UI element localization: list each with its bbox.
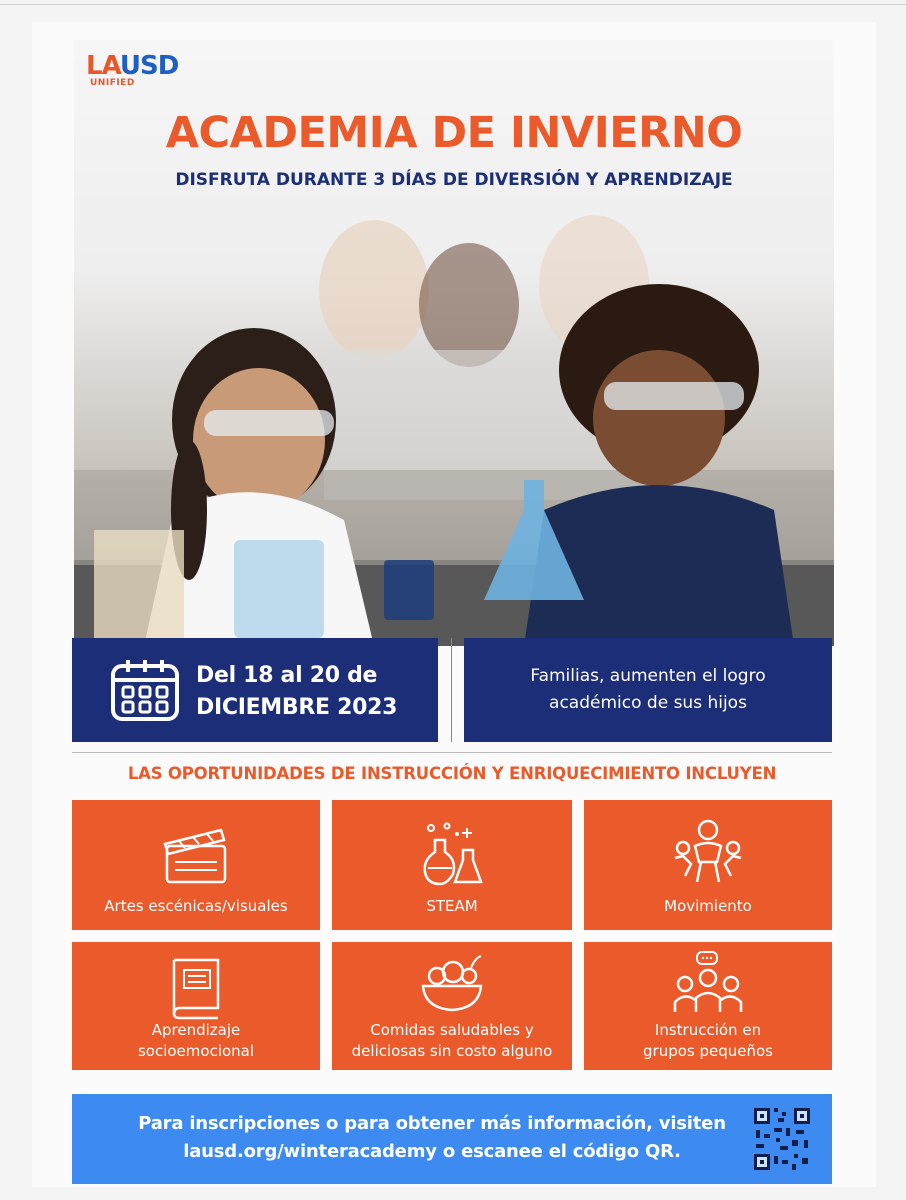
tile-steam (332, 800, 572, 930)
small-group-icon (671, 950, 745, 1016)
cta-line2[interactable]: lausd.org/winteracademy o escanee el código QR. (183, 1141, 681, 1162)
salad-bowl-icon (419, 952, 485, 1014)
tile-label: STEAM (426, 897, 478, 915)
tile-aprendizaje (72, 942, 320, 1070)
lausd-logo (86, 51, 179, 92)
tile-label-line1: Instrucción en (654, 1021, 762, 1039)
cta-line1: Para inscripciones o para obtener más información, visiten (138, 1113, 726, 1134)
box-divider (451, 638, 452, 742)
qr-code-icon[interactable] (752, 1104, 812, 1174)
top-border (0, 4, 906, 5)
date-line2: DICIEMBRE 2023 (196, 695, 398, 720)
tile-label (72, 1020, 320, 1062)
date-line1: Del 18 al 20 de (196, 663, 378, 688)
tile-label: Movimiento (664, 897, 752, 915)
dancing-people-icon (671, 818, 745, 888)
logo-usd: USD (119, 51, 179, 81)
tile-grupos (584, 942, 832, 1070)
calendar-icon (110, 658, 180, 722)
tile-label (332, 1020, 572, 1062)
clapperboard-icon (161, 824, 231, 886)
families-line2: académico de sus hijos (549, 693, 747, 713)
date-box (72, 638, 438, 742)
logo-la: LA (86, 51, 120, 81)
registration-banner (72, 1094, 832, 1184)
section-heading: LAS OPORTUNIDADES DE INSTRUCCIÓN Y ENRIQUECIMIENTO INCLUYEN (127, 764, 777, 783)
tile-label (584, 1020, 832, 1062)
page-subtitle: DISFRUTA DURANTE 3 DÍAS DE DIVERSIÓN Y APRENDIZAJE (175, 170, 733, 190)
tile-label-line1: Comidas saludables y (370, 1021, 534, 1039)
tile-label-line2: grupos pequeños (643, 1042, 773, 1060)
tile-label: Artes escénicas/visuales (104, 897, 288, 915)
tile-artes (72, 800, 320, 930)
tile-label-line1: Aprendizaje (151, 1021, 241, 1039)
logo-unified: UNIFIED (90, 78, 135, 88)
tile-movimiento (584, 800, 832, 930)
tile-label-line2: deliciosas sin costo alguno (351, 1042, 553, 1060)
lab-flasks-icon (417, 820, 487, 886)
tile-label-line2: socioemocional (137, 1042, 255, 1060)
tile-comidas (332, 942, 572, 1070)
book-icon (166, 956, 226, 1020)
section-divider (72, 752, 832, 753)
families-box (464, 638, 832, 742)
page-title: ACADEMIA DE INVIERNO (165, 108, 743, 158)
families-line1: Familias, aumenten el logro (530, 666, 766, 686)
